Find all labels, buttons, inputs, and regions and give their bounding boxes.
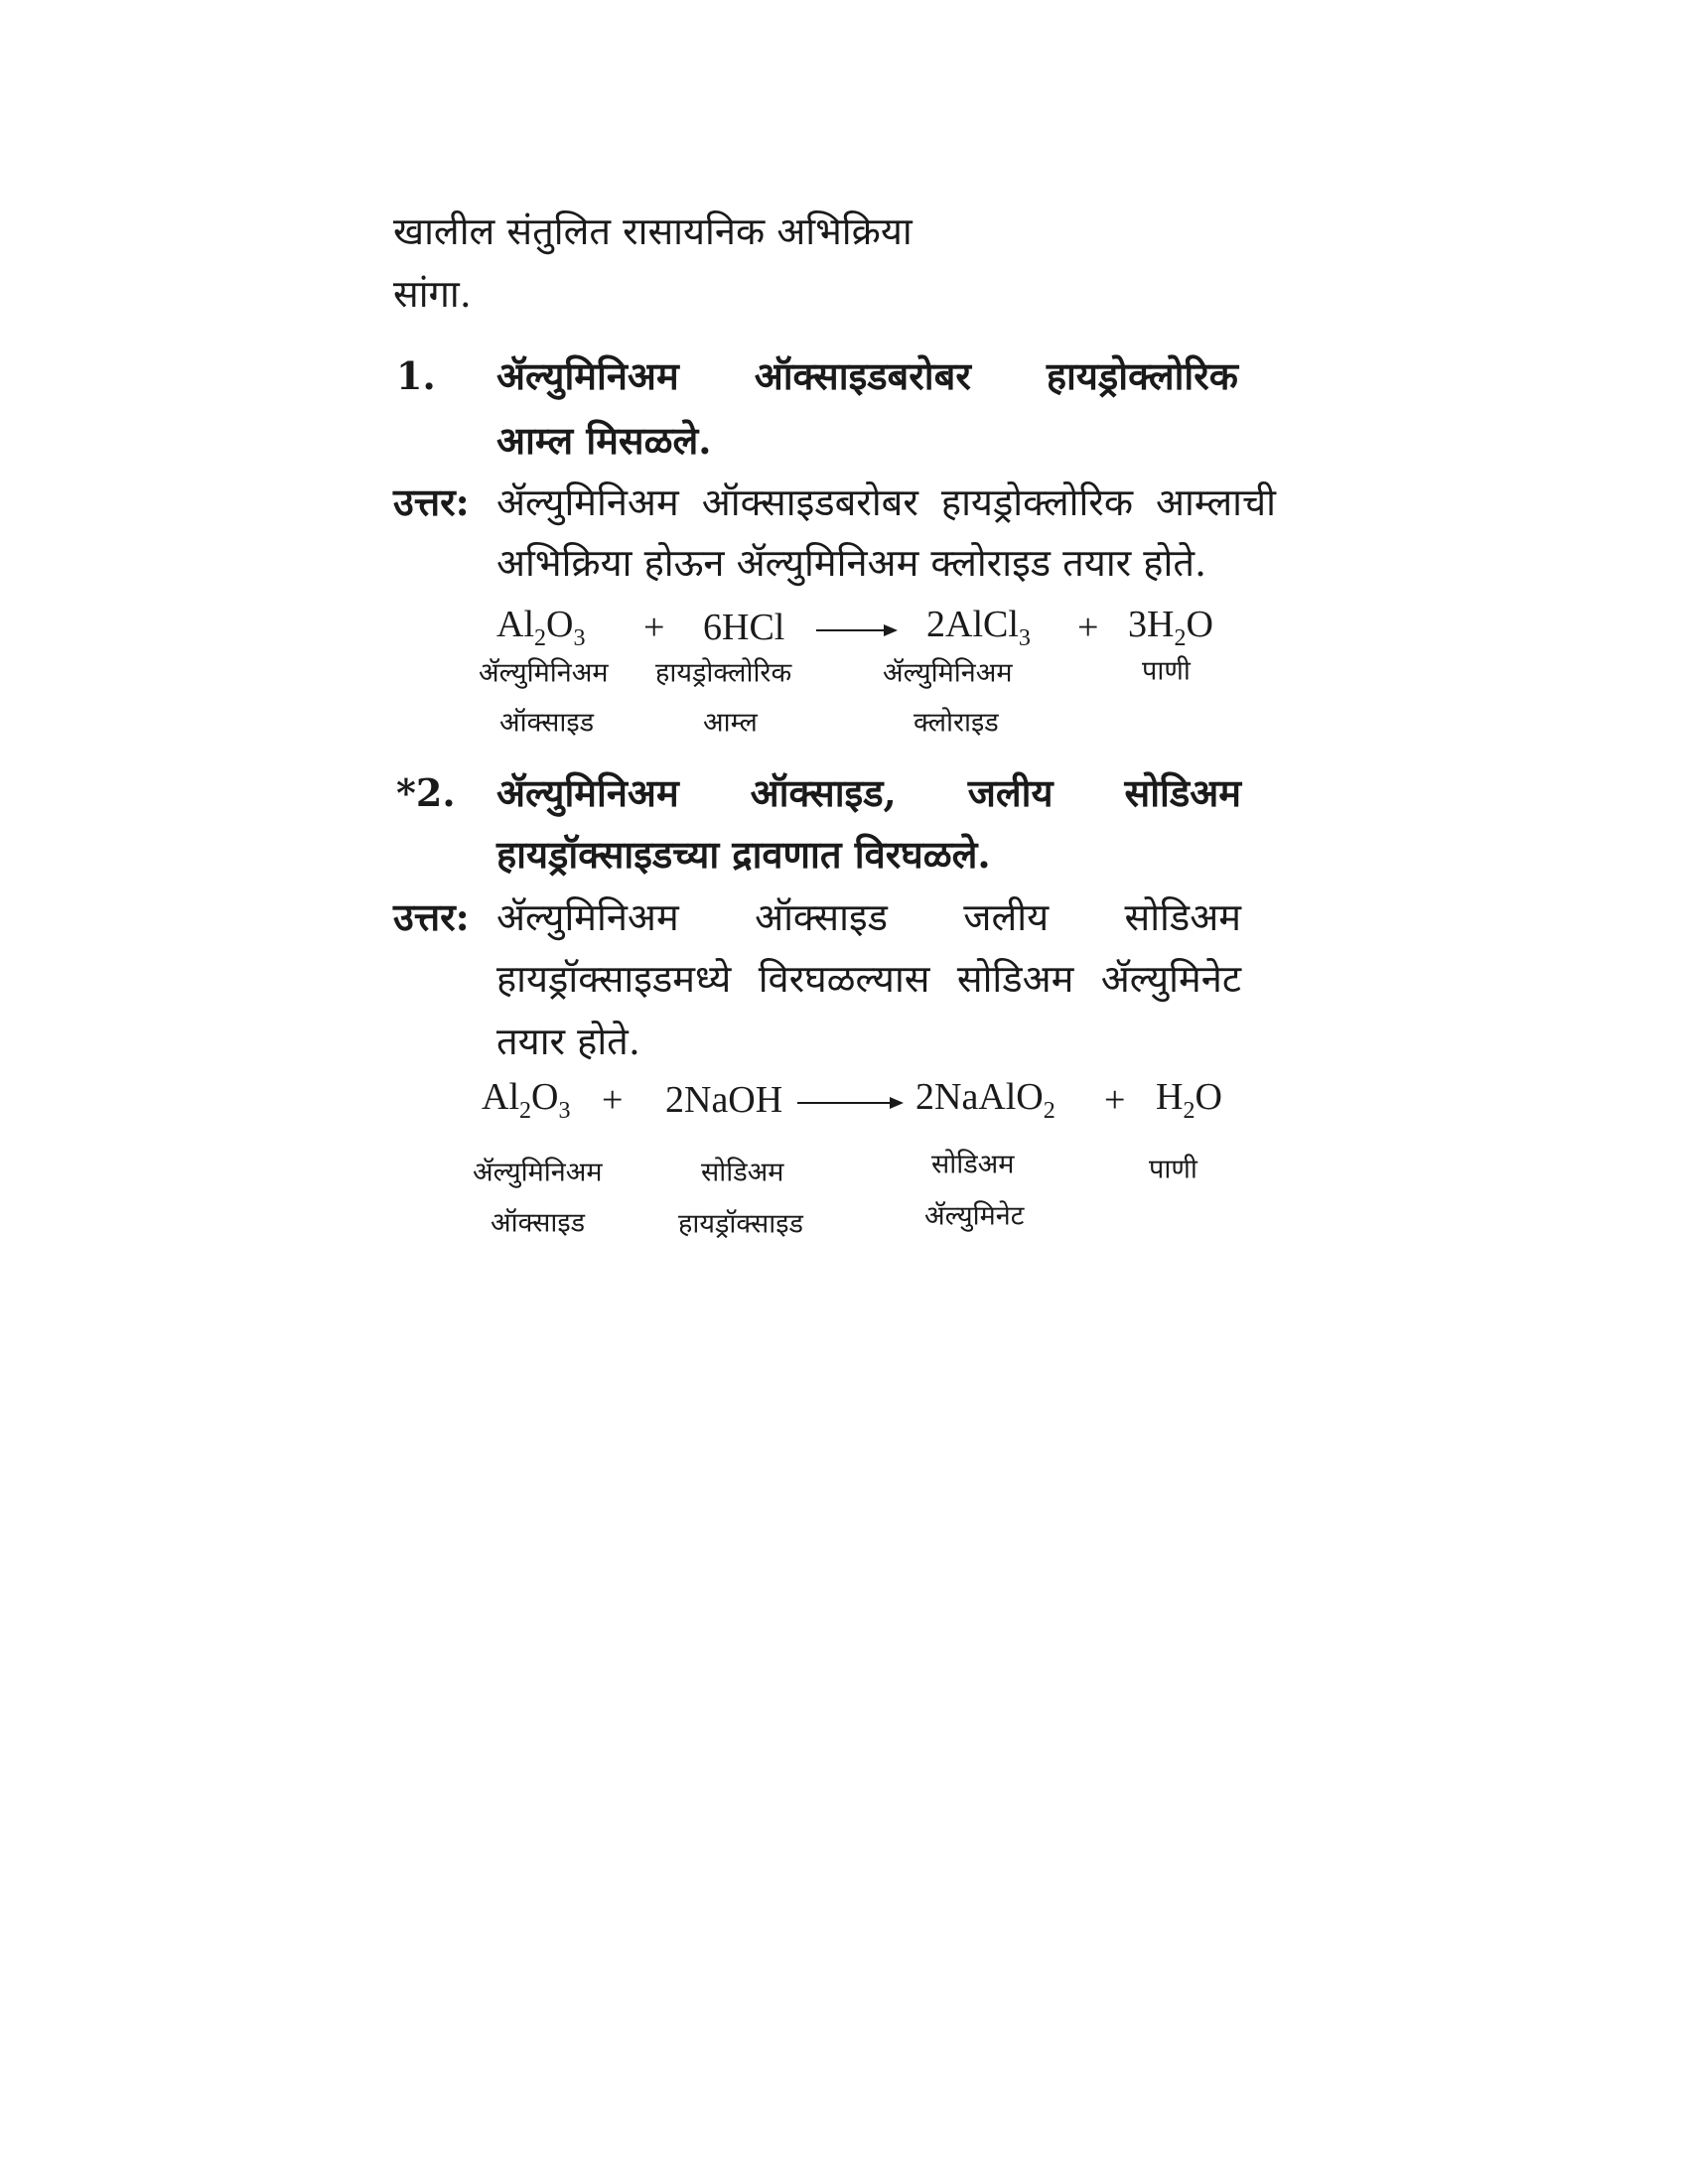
reaction-arrow-icon [816, 629, 896, 631]
word: सोडिअम [956, 957, 1074, 1001]
word: हायड्रोक्लोरिक [1046, 353, 1238, 398]
word: ऑक्साइडबरोबर [754, 353, 971, 398]
label: ऑक्साइड [491, 1207, 586, 1239]
answer-1-line-2: अभिक्रिया होऊन ॲल्युमिनिअम क्लोराइड तयार होते. [496, 541, 1207, 585]
instruction-line-1: खालील संतुलित रासायनिक अभिक्रिया [393, 209, 913, 253]
product-h2o: $H_2O$ [1156, 1076, 1222, 1124]
plus-sign: + [1104, 1079, 1126, 1121]
reactant-hcl: 6HCl [703, 607, 785, 648]
word: सोडिअम [1124, 895, 1241, 939]
label: सोडिअम [701, 1157, 784, 1188]
reactant-al2o3: $Al_2O_3$ [496, 604, 586, 651]
word: जलीय [963, 895, 1050, 939]
label: हायड्रॉक्साइड [678, 1208, 803, 1240]
question-1-number: 1. [396, 353, 436, 398]
word: ॲल्युमिनिअम [496, 480, 679, 524]
label: सोडिअम [931, 1149, 1015, 1180]
product-alcl3: 2AlCl$_3$ [926, 604, 1031, 651]
product-naalo2: 2NaAlO$_2$ [915, 1076, 1055, 1124]
word: ॲल्युमिनिअम [496, 895, 679, 939]
word: आम्लाची [1156, 480, 1276, 524]
word: ॲल्युमिनिअम [496, 353, 679, 398]
label: ॲल्युमिनिअम [883, 657, 1013, 689]
label: आम्ल [703, 707, 758, 739]
question-2-number: *2. [396, 770, 456, 815]
plus-sign: + [643, 607, 665, 648]
label: पाणी [1149, 1154, 1197, 1185]
word: ऑक्साइडबरोबर [701, 480, 918, 524]
question-2-line-2: हायड्रॉक्साइडच्या द्रावणात विरघळले. [496, 832, 991, 877]
question-1-line-2: आम्ल मिसळले. [496, 418, 712, 463]
label: पाणी [1142, 655, 1191, 687]
word: विरघळल्यास [758, 957, 930, 1001]
answer-1-line-1 [496, 479, 1276, 525]
word: सोडिअम [1124, 770, 1241, 815]
product-h2o: $3H_2O$ [1128, 604, 1213, 651]
word: ॲल्युमिनिअम [496, 770, 679, 815]
plus-sign: + [1077, 607, 1099, 648]
reactant-al2o3: $Al_2O_3$ [482, 1076, 571, 1124]
instruction-line-2: सांगा. [393, 272, 472, 316]
reactant-naoh: 2NaOH [665, 1079, 783, 1121]
word: हायड्रोक्लोरिक [940, 480, 1134, 524]
answer-2-line-3: तयार होते. [496, 1020, 640, 1063]
label: ॲल्युमिनिअम [479, 657, 609, 689]
label: हायड्रोक्लोरिक [655, 657, 792, 689]
answer-2-label: उत्तर: [393, 894, 470, 939]
word: जलीय [967, 770, 1054, 815]
word: ऑक्साइड, [750, 770, 897, 815]
answer-2-line-2 [496, 956, 1241, 1002]
word: ऑक्साइड [755, 895, 888, 939]
plus-sign: + [602, 1079, 624, 1121]
word: हायड्रॉक्साइडमध्ये [496, 957, 732, 1001]
reaction-arrow-icon [797, 1102, 902, 1104]
question-1-line-1 [496, 353, 1238, 399]
label: ऑक्साइड [499, 707, 595, 739]
answer-1-label: उत्तर: [393, 479, 470, 524]
question-2-line-1 [496, 770, 1241, 816]
label: ॲल्युमिनेट [924, 1200, 1025, 1232]
word: ॲल्युमिनेट [1100, 957, 1241, 1001]
answer-2-line-1 [496, 894, 1241, 940]
label: क्लोराइड [914, 707, 999, 739]
label: ॲल्युमिनिअम [473, 1157, 603, 1188]
